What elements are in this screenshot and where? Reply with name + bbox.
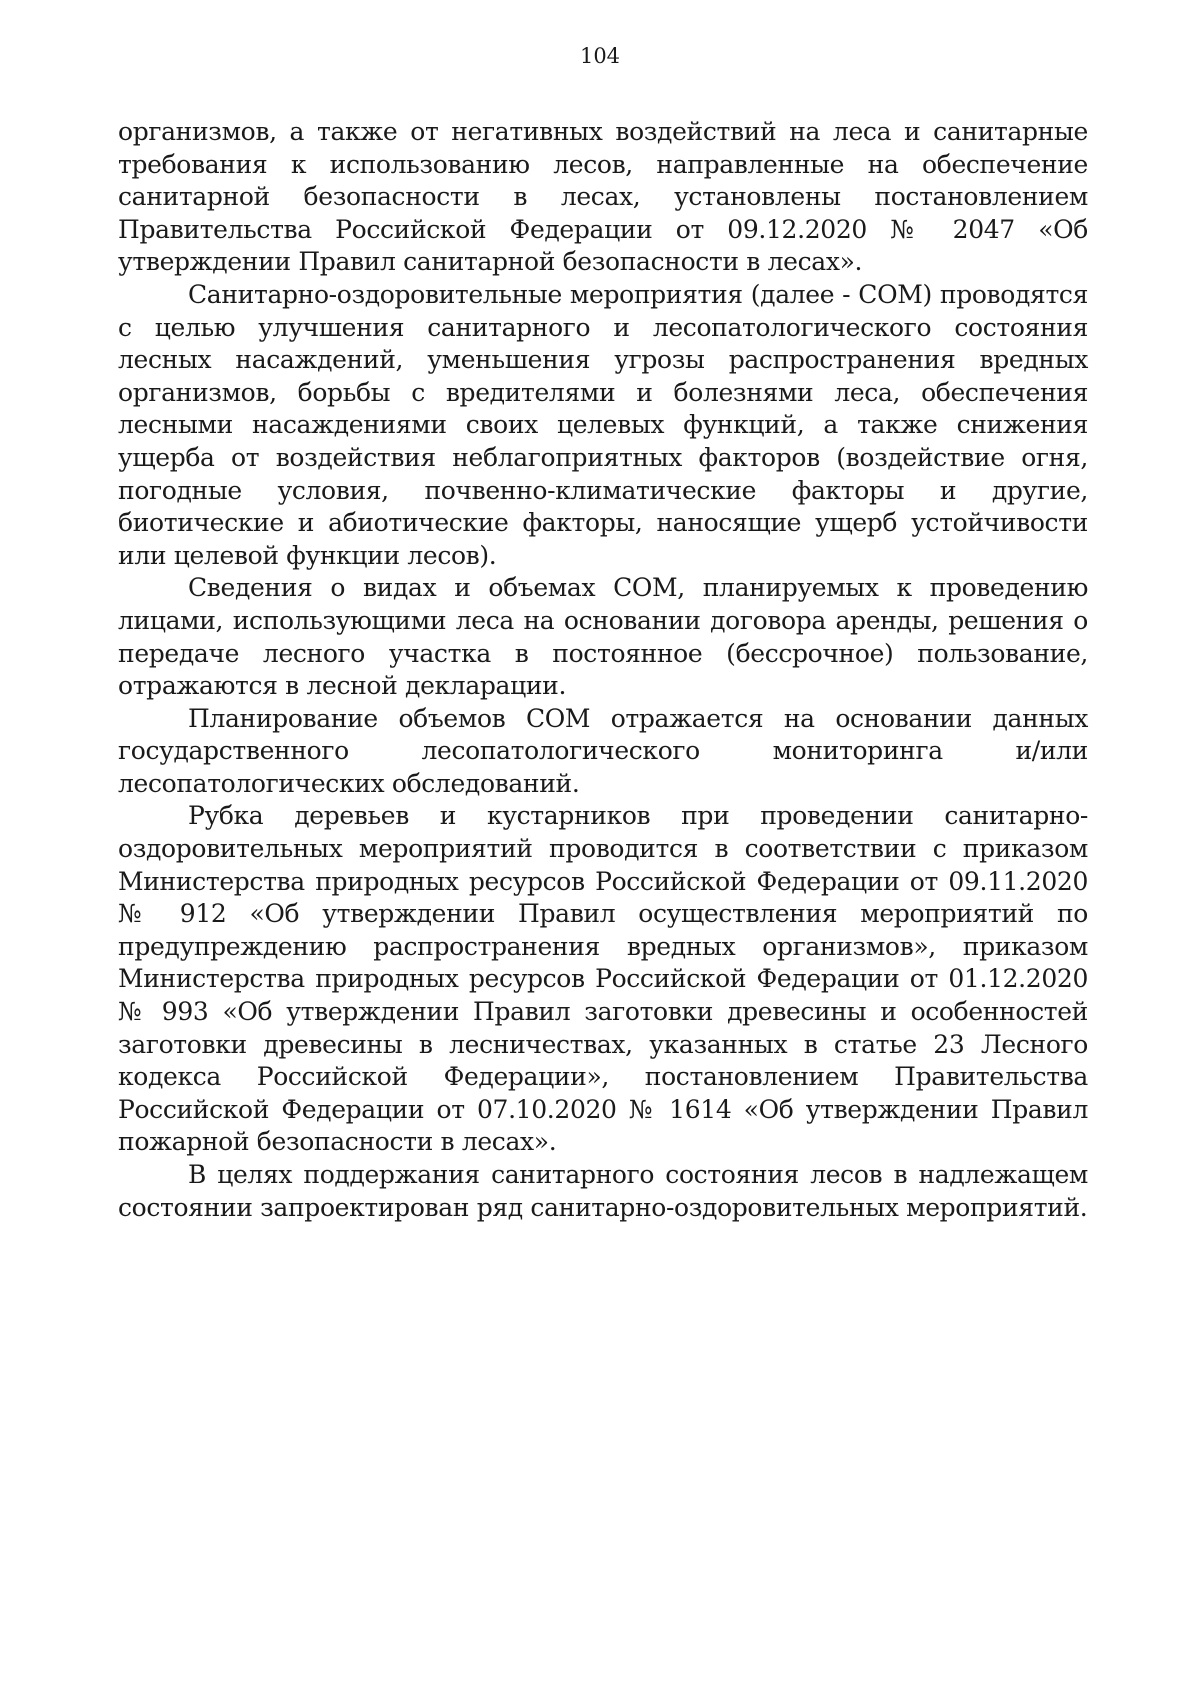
paragraph-felling-rules: Рубка деревьев и кустарников при проведении санитарно-оздоровительных мероприятий проводится в соответствии с приказом Министерства природных ресурсов Российской Федерации от 09.11.2020 № 912 «Об утверждении Правил осуществления мероприятий по предупреждению распространения вредных организмов», приказом Министерства природных ресурсов Российской Федерации от 01.12.2020 № 993 «Об утверждении Правил заготовки древесины и особенностей заготовки древесины в лесничествах, указанных в статье 23 Лесного кодекса Российской Федерации», постановлением Правительства Российской Федерации от 07.10.2020 № 1614 «Об утверждении Правил пожарной безопасности в лесах». bbox=[118, 801, 1088, 1157]
paragraph-som-declaration: Сведения о видах и объемах СОМ, планируемых к проведению лицами, использующими леса на основании договора аренды, решения о передаче лесного участка в постоянное (бессрочное) пользование, отражаются в лесной декларации. bbox=[118, 573, 1088, 701]
paragraph-som-definition: Санитарно-оздоровительные мероприятия (далее - СОМ) проводятся с целью улучшения санитарного и лесопатологического состояния лесных насаждений, уменьшения угрозы распространения вредных организмов, борьбы с вредителями и болезнями леса, обеспечения лесными насаждениями своих целевых функций, а также снижения ущерба от воздействия неблагоприятных факторов (воздействие огня, погодные условия, почвенно-климатические факторы и другие, биотические и абиотические факторы, наносящие ущерб устойчивости или целевой функции лесов). bbox=[118, 279, 1088, 570]
paragraph-conclusion: В целях поддержания санитарного состояния лесов в надлежащем состоянии запроектирован ряд санитарно-оздоровительных мероприятий. bbox=[118, 1160, 1088, 1222]
paragraph-continuation: организмов, а также от негативных воздействий на леса и санитарные требования к использованию лесов, направленные на обеспечение санитарной безопасности в лесах, установлены постановлением Правительства Российской Федерации от 09.12.2020 № 2047 «Об утверждении Правил санитарной безопасности в лесах». bbox=[118, 117, 1088, 277]
paragraph-som-planning: Планирование объемов СОМ отражается на основании данных государственного лесопатологического мониторинга и/или лесопатологических обследований. bbox=[118, 703, 1088, 798]
page-number: 104 bbox=[579, 44, 621, 68]
document-body bbox=[118, 116, 1088, 1224]
